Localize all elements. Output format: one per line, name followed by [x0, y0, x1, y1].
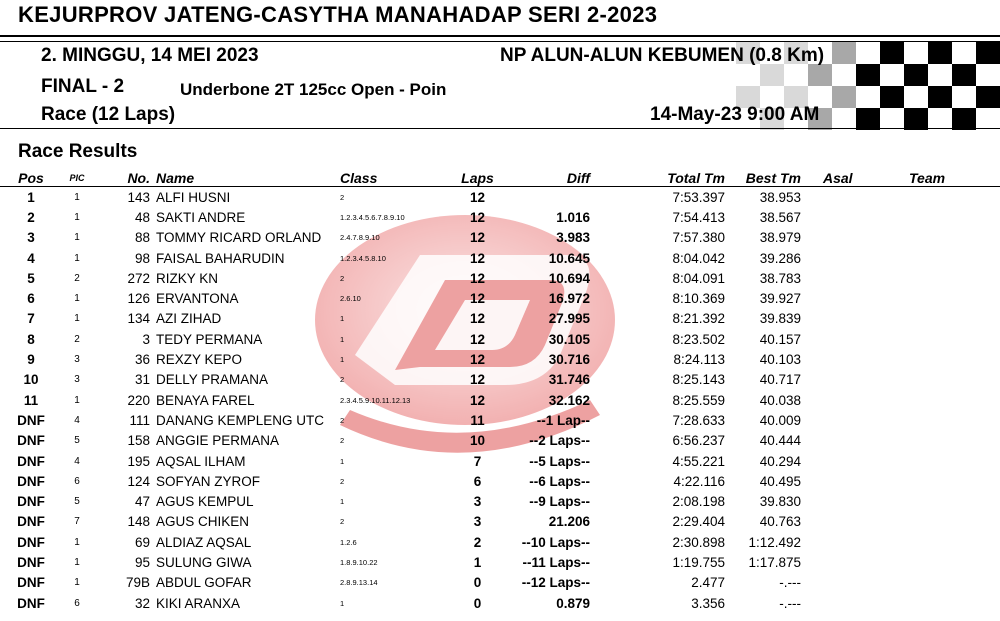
result-number: 148: [127, 514, 150, 530]
result-pos: 10: [23, 372, 39, 388]
result-diff: [515, 187, 590, 208]
result-best-time: 40.103: [759, 352, 801, 368]
flag-square: [880, 86, 904, 108]
result-total-time: 8:10.369: [672, 291, 725, 307]
result-team: [909, 471, 1000, 491]
result-diff: 27.995: [548, 311, 590, 327]
result-pos: 11: [23, 392, 39, 408]
result-asal: [801, 268, 909, 288]
result-class: 1: [340, 314, 345, 324]
col-pos: Pos: [0, 170, 62, 187]
result-class: 2.4.7.8.9.10: [340, 233, 380, 243]
result-name: ALFI HUSNI: [156, 189, 231, 205]
table-row: [0, 573, 1000, 593]
result-asal: [801, 593, 909, 613]
result-total-time: 4:55.221: [672, 453, 725, 469]
result-pic: 6: [74, 475, 80, 487]
result-total-time: 8:25.143: [672, 372, 725, 388]
result-laps: 10: [469, 433, 486, 449]
result-pos: 2: [27, 209, 35, 225]
result-name: TOMMY RICARD ORLAND: [156, 230, 322, 246]
result-pos: 7: [27, 311, 35, 327]
result-total-time: 2:08.198: [672, 494, 725, 510]
result-number: 88: [134, 230, 150, 246]
flag-square: [976, 42, 1000, 64]
flag-square: [952, 108, 976, 130]
result-asal: [801, 309, 909, 329]
result-number: 79B: [125, 575, 150, 591]
result-total-time: 7:53.397: [672, 189, 725, 205]
result-pic: 1: [74, 293, 80, 305]
result-pic: 3: [74, 374, 80, 386]
flag-square: [952, 64, 976, 86]
result-number: 220: [127, 392, 150, 408]
result-team: [909, 552, 1000, 572]
result-name: DELLY PRAMANA: [156, 372, 269, 388]
result-total-time: 7:28.633: [672, 412, 725, 428]
result-total-time: 7:54.413: [672, 209, 725, 225]
result-name: AGUS KEMPUL: [156, 494, 254, 510]
col-diff: Diff: [515, 170, 590, 187]
result-pos: 1: [27, 189, 35, 205]
race-datetime: 14-May-23 9:00 AM: [650, 104, 820, 125]
result-asal: [801, 248, 909, 268]
result-best-time: 38.567: [759, 209, 801, 225]
result-class: 1: [340, 598, 345, 608]
flag-square: [808, 64, 832, 86]
result-asal: [801, 552, 909, 572]
result-pic: 1: [74, 313, 80, 325]
flag-square: [904, 108, 928, 130]
result-diff: 0.879: [556, 595, 590, 611]
col-class: Class: [340, 170, 440, 187]
result-total-time: 1:19.755: [672, 554, 725, 570]
result-pos: DNF: [17, 595, 45, 611]
result-name: RIZKY KN: [156, 270, 219, 286]
table-row: [0, 431, 1000, 451]
table-row: [0, 410, 1000, 430]
result-pic: 1: [74, 191, 80, 203]
result-name: REXZY KEPO: [156, 352, 243, 368]
result-asal: [801, 349, 909, 369]
result-team: [909, 309, 1000, 329]
result-laps: 0: [473, 595, 482, 611]
result-pic: 1: [74, 556, 80, 568]
result-pos: DNF: [17, 534, 45, 550]
table-row: [0, 228, 1000, 248]
result-pos: 3: [27, 230, 35, 246]
result-best-time: 40.444: [759, 433, 801, 449]
result-laps: 12: [469, 209, 486, 225]
result-diff: --1 Lap--: [536, 412, 590, 428]
result-number: 95: [134, 554, 150, 570]
result-asal: [801, 187, 909, 208]
result-class: 2: [340, 436, 345, 446]
col-best: Best Tm: [725, 170, 801, 187]
result-pos: DNF: [17, 412, 45, 428]
result-number: 47: [134, 494, 150, 510]
result-team: [909, 573, 1000, 593]
result-pic: 4: [74, 455, 80, 467]
result-number: 36: [134, 352, 150, 368]
table-row: [0, 532, 1000, 552]
result-class: 1: [340, 355, 345, 365]
result-diff: 3.983: [556, 230, 590, 246]
result-best-time: 40.717: [759, 372, 801, 388]
result-diff: 30.105: [548, 331, 590, 347]
table-row: [0, 451, 1000, 471]
result-total-time: 8:23.502: [672, 331, 725, 347]
result-team: [909, 390, 1000, 410]
result-name: TEDY PERMANA: [156, 331, 263, 347]
result-diff: 10.645: [548, 250, 590, 266]
result-pic: 1: [74, 211, 80, 223]
flag-square: [928, 86, 952, 108]
result-laps: 11: [470, 412, 485, 428]
result-best-time: 40.495: [759, 473, 801, 489]
result-pic: 2: [74, 333, 80, 345]
event-date: 2. MINGGU, 14 MEI 2023: [41, 45, 259, 66]
result-team: [909, 329, 1000, 349]
table-row: [0, 552, 1000, 572]
flag-square: [760, 64, 784, 86]
result-asal: [801, 431, 909, 451]
table-row: [0, 349, 1000, 369]
result-laps: 2: [473, 534, 482, 550]
result-team: [909, 512, 1000, 532]
result-number: 124: [127, 473, 150, 489]
result-pos: 9: [27, 352, 35, 368]
flag-square: [928, 42, 952, 64]
result-number: 134: [127, 311, 150, 327]
result-diff: --6 Laps--: [529, 473, 590, 489]
event-venue: NP ALUN-ALUN KEBUMEN (0.8 Km): [500, 45, 825, 66]
result-diff: 16.972: [548, 291, 590, 307]
col-team: Team: [909, 170, 1000, 187]
result-name: BENAYA FAREL: [156, 392, 255, 408]
result-name: SOFYAN ZYROF: [156, 473, 261, 489]
result-number: 126: [127, 291, 150, 307]
result-asal: [801, 491, 909, 511]
result-laps: 12: [469, 311, 486, 327]
result-total-time: 3.356: [691, 595, 725, 611]
result-team: [909, 288, 1000, 308]
result-pic: 1: [74, 232, 80, 244]
table-header-row: [0, 170, 1000, 187]
result-name: SULUNG GIWA: [156, 554, 252, 570]
result-diff: 32.162: [548, 392, 590, 408]
result-best-time: -.---: [779, 595, 801, 611]
result-best-time: 40.038: [759, 392, 801, 408]
flag-square: [856, 64, 880, 86]
result-team: [909, 370, 1000, 390]
result-pos: DNF: [17, 514, 45, 530]
col-name: Name: [156, 170, 340, 187]
result-diff: --10 Laps--: [521, 534, 590, 550]
result-team: [909, 451, 1000, 471]
result-asal: [801, 471, 909, 491]
result-diff: 30.716: [548, 352, 590, 368]
result-number: 3: [142, 331, 150, 347]
result-number: 272: [127, 270, 150, 286]
flag-square: [832, 42, 856, 64]
result-asal: [801, 207, 909, 227]
result-laps: 1: [473, 554, 482, 570]
flag-square: [976, 86, 1000, 108]
result-pos: DNF: [17, 453, 45, 469]
result-number: 195: [127, 453, 150, 469]
table-row: [0, 593, 1000, 613]
table-row: [0, 471, 1000, 491]
race-laps: Race (12 Laps): [41, 104, 176, 125]
result-total-time: 8:21.392: [672, 311, 725, 327]
result-diff: 21.206: [548, 514, 590, 530]
result-laps: 12: [469, 291, 486, 307]
result-pos: DNF: [17, 575, 45, 591]
result-pos: 6: [27, 291, 35, 307]
result-number: 32: [134, 595, 150, 611]
result-asal: [801, 228, 909, 248]
result-laps: 12: [469, 230, 486, 246]
result-best-time: 38.979: [759, 230, 801, 246]
header-divider: [0, 35, 1000, 37]
result-team: [909, 268, 1000, 288]
result-best-time: 40.763: [759, 514, 801, 530]
flag-square: [880, 42, 904, 64]
result-total-time: 8:24.113: [673, 352, 725, 368]
result-total-time: 2.477: [691, 575, 725, 591]
result-class: 1: [340, 334, 345, 344]
result-diff: --5 Laps--: [529, 453, 590, 469]
result-total-time: 7:57.380: [672, 230, 725, 246]
result-total-time: 8:25.559: [672, 392, 725, 408]
result-class: 2: [340, 192, 345, 202]
result-best-time: 38.953: [759, 189, 801, 205]
table-row: [0, 309, 1000, 329]
result-diff: 1.016: [556, 209, 590, 225]
result-class: 2.6.10: [340, 294, 361, 304]
table-row: [0, 512, 1000, 532]
result-pos: DNF: [17, 473, 45, 489]
result-asal: [801, 532, 909, 552]
table-row: [0, 329, 1000, 349]
result-pic: 7: [74, 516, 80, 528]
result-pos: 5: [27, 270, 35, 286]
result-best-time: 39.830: [759, 494, 801, 510]
result-team: [909, 349, 1000, 369]
result-class: 1.8.9.10.22: [340, 557, 378, 567]
result-class: 1: [340, 497, 345, 507]
result-pic: 1: [74, 536, 80, 548]
final-label: FINAL - 2: [41, 76, 125, 97]
result-total-time: 8:04.042: [672, 250, 725, 266]
result-best-time: 1:12.492: [748, 534, 801, 550]
table-row: [0, 187, 1000, 208]
result-laps: 12: [469, 189, 486, 205]
result-number: 158: [127, 433, 150, 449]
result-best-time: 40.009: [759, 412, 801, 428]
result-best-time: 40.294: [759, 453, 801, 469]
col-pic: PIC: [62, 170, 92, 187]
table-row: [0, 370, 1000, 390]
result-asal: [801, 390, 909, 410]
result-number: 98: [134, 250, 150, 266]
result-diff: --12 Laps--: [521, 575, 590, 591]
result-pic: 1: [74, 252, 80, 264]
event-title: KEJURPROV JATENG-CASYTHA MANAHADAP SERI 2-2023: [18, 2, 658, 27]
result-class: 2: [340, 273, 345, 283]
result-pos: DNF: [17, 433, 45, 449]
result-pic: 1: [74, 394, 80, 406]
result-team: [909, 431, 1000, 451]
result-pos: 8: [27, 331, 35, 347]
result-total-time: 6:56.237: [672, 433, 725, 449]
result-team: [909, 410, 1000, 430]
result-best-time: 39.839: [759, 311, 801, 327]
result-class: 1.2.3.4.5.8.10: [340, 253, 386, 263]
result-laps: 12: [469, 392, 486, 408]
table-row: [0, 390, 1000, 410]
result-team: [909, 187, 1000, 208]
col-laps: Laps: [440, 170, 515, 187]
result-name: ANGGIE PERMANA: [156, 433, 280, 449]
results-title: Race Results: [18, 141, 138, 162]
result-name: FAISAL BAHARUDIN: [156, 250, 285, 266]
result-class: 2.3.4.5.9.10.11.12.13: [340, 395, 411, 405]
result-asal: [801, 329, 909, 349]
result-diff: --11 Laps--: [522, 554, 590, 570]
result-class: 2: [340, 415, 345, 425]
col-no: No.: [92, 170, 156, 187]
result-team: [909, 491, 1000, 511]
result-name: SAKTI ANDRE: [156, 209, 246, 225]
result-best-time: 40.157: [759, 331, 801, 347]
result-total-time: 2:29.404: [672, 514, 725, 530]
result-best-time: -.---: [779, 575, 801, 591]
result-best-time: 38.783: [759, 270, 801, 286]
result-total-time: 8:04.091: [672, 270, 725, 286]
result-best-time: 39.286: [759, 250, 801, 266]
result-number: 111: [129, 412, 150, 428]
table-row: [0, 491, 1000, 511]
result-best-time: 39.927: [759, 291, 801, 307]
result-name: ERVANTONA: [156, 291, 239, 307]
result-laps: 12: [469, 250, 486, 266]
result-pic: 1: [74, 577, 80, 589]
result-diff: 10.694: [548, 270, 590, 286]
result-total-time: 2:30.898: [672, 534, 725, 550]
result-team: [909, 207, 1000, 227]
result-laps: 12: [469, 270, 486, 286]
result-team: [909, 248, 1000, 268]
result-asal: [801, 288, 909, 308]
result-pos: DNF: [17, 554, 45, 570]
flag-square: [904, 64, 928, 86]
flag-square: [832, 86, 856, 108]
result-pic: 6: [74, 597, 80, 609]
result-team: [909, 228, 1000, 248]
result-number: 31: [134, 372, 150, 388]
results-table: [0, 170, 1000, 613]
result-pic: 4: [74, 414, 80, 426]
table-row: [0, 268, 1000, 288]
result-laps: 0: [473, 575, 482, 591]
result-pic: 5: [74, 435, 80, 447]
result-pic: 3: [74, 354, 80, 366]
result-name: AQSAL ILHAM: [156, 453, 246, 469]
result-team: [909, 593, 1000, 613]
result-class: 1: [340, 456, 345, 466]
table-row: [0, 288, 1000, 308]
result-class: 2: [340, 517, 345, 527]
result-class: 1.2.3.4.5.6.7.8.9.10: [340, 212, 405, 222]
result-asal: [801, 410, 909, 430]
result-pos: DNF: [17, 494, 45, 510]
result-diff: 31.746: [548, 372, 590, 388]
result-team: [909, 532, 1000, 552]
result-laps: 3: [473, 514, 482, 530]
result-pic: 2: [74, 272, 80, 284]
result-laps: 7: [473, 453, 482, 469]
result-pic: 5: [74, 496, 80, 508]
result-class: 1.2.6: [340, 537, 357, 547]
result-laps: 6: [473, 473, 482, 489]
result-asal: [801, 573, 909, 593]
result-pos: 4: [27, 250, 35, 266]
result-number: 69: [134, 534, 150, 550]
result-laps: 12: [469, 372, 486, 388]
result-diff: --2 Laps--: [529, 433, 590, 449]
result-asal: [801, 512, 909, 532]
result-class: 2.8.9.13.14: [340, 578, 378, 588]
result-number: 143: [127, 189, 150, 205]
col-total: Total Tm: [590, 170, 725, 187]
table-row: [0, 248, 1000, 268]
result-name: KIKI ARANXA: [156, 595, 241, 611]
result-laps: 12: [469, 331, 486, 347]
result-laps: 3: [473, 494, 482, 510]
result-asal: [801, 370, 909, 390]
result-class: 2: [340, 476, 345, 486]
result-name: ALDIAZ AQSAL: [156, 534, 252, 550]
result-name: AGUS CHIKEN: [156, 514, 250, 530]
col-asal: Asal: [801, 170, 909, 187]
result-name: DANANG KEMPLENG UTC: [156, 412, 325, 428]
result-total-time: 4:22.116: [673, 473, 725, 489]
race-class: Underbone 2T 125cc Open - Poin: [180, 80, 447, 99]
result-number: 48: [134, 209, 150, 225]
result-class: 2: [340, 375, 345, 385]
result-diff: --9 Laps--: [529, 494, 590, 510]
result-name: ABDUL GOFAR: [156, 575, 252, 591]
result-best-time: 1:17.875: [748, 554, 801, 570]
result-asal: [801, 451, 909, 471]
table-row: [0, 207, 1000, 227]
header-bottom-divider: [0, 128, 1000, 129]
result-name: AZI ZIHAD: [156, 311, 222, 327]
flag-square: [856, 108, 880, 130]
result-laps: 12: [469, 352, 486, 368]
